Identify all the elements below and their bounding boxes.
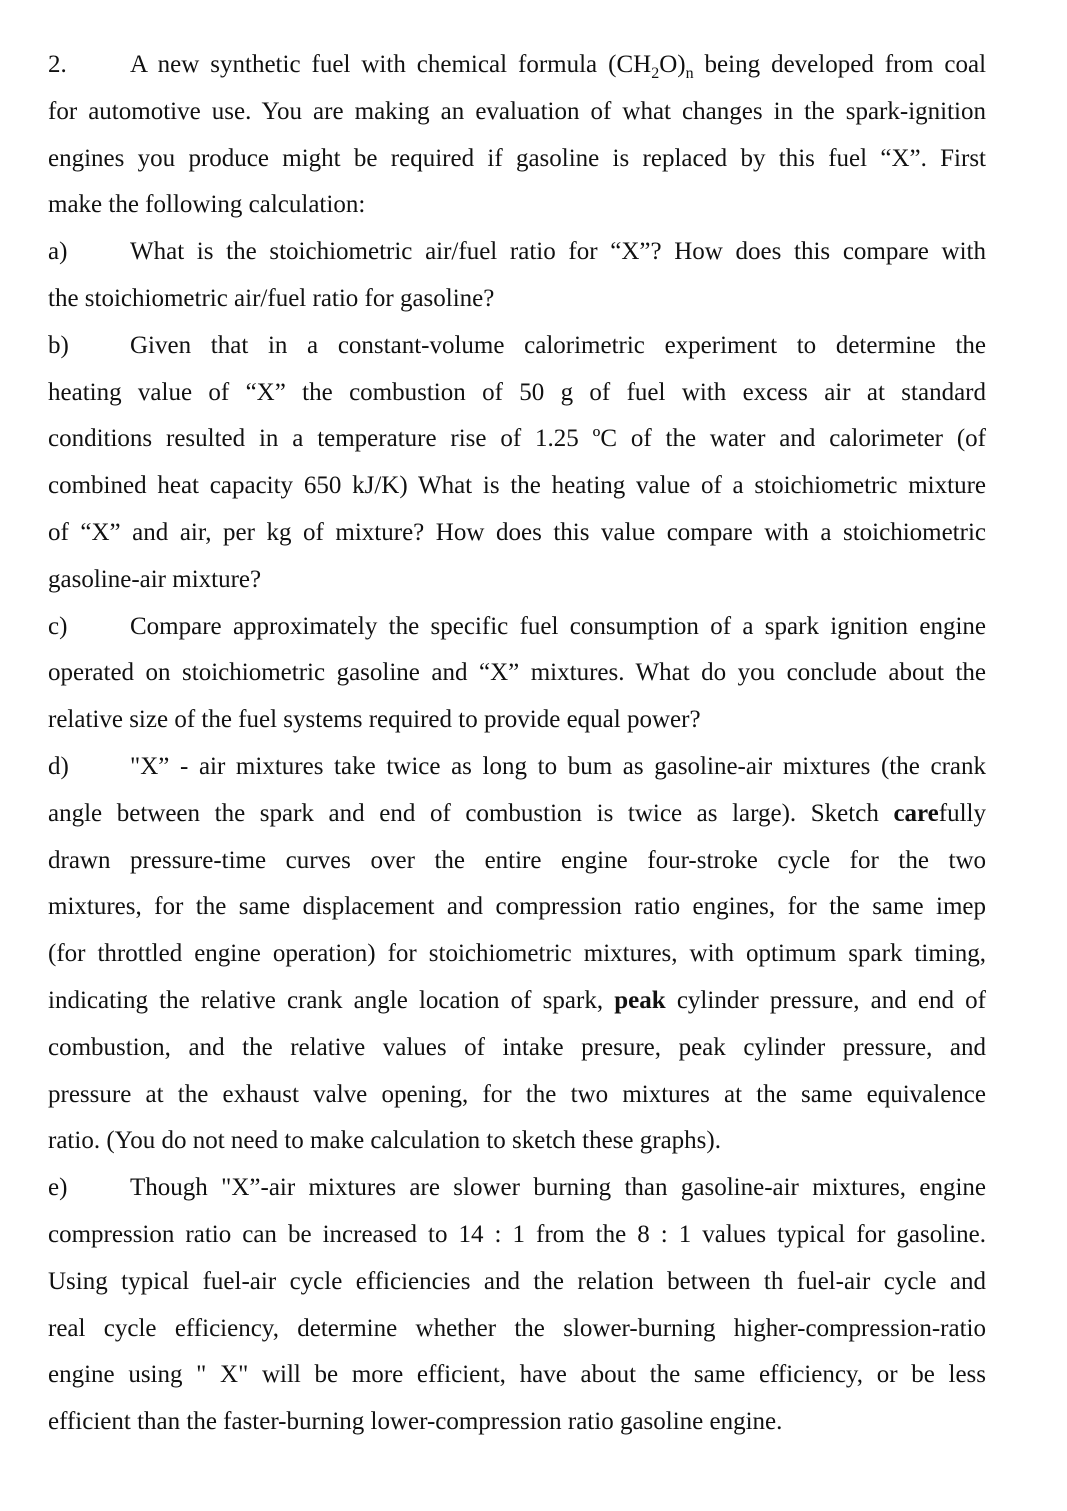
part-e-line [48, 1165, 986, 1212]
part-b-line: heating value of “X” the combustion of 50 g of fuel with excess air at standard [48, 378, 986, 406]
part-e-line: real cycle efficiency, determine whether the slower-burning higher-compression-ratio [48, 1314, 986, 1342]
question-text-line: engines you produce might be required if gasoline is replaced by this fuel “X”. First [48, 144, 986, 172]
part-d-line: drawn pressure-time curves over the entire engine four-stroke cycle for the two [48, 846, 986, 874]
part-d-line: pressure at the exhaust valve opening, for the two mixtures at the same equivalence [48, 1080, 986, 1108]
part-a-text: What is the stoichiometric air/fuel ratio for “X”? How does this compare with [130, 238, 986, 266]
part-c-line [48, 604, 986, 651]
part-c-line: relative size of the fuel systems required to provide equal power? [48, 706, 701, 734]
part-e-line: engine using " X" will be more efficient, have about the same efficiency, or be less [48, 1361, 986, 1389]
part-d-text: "X” - air mixtures take twice as long to bum as gasoline-air mixtures (the crank [130, 752, 986, 780]
part-d-line [48, 744, 986, 791]
part-b-line [48, 323, 986, 370]
part-d-line: (for throttled engine operation) for stoichiometric mixtures, with optimum spark timing, [48, 940, 986, 968]
question-text-line: make the following calculation: [48, 191, 366, 219]
part-d-line: ratio. (You do not need to make calculation to sketch these graphs). [48, 1127, 721, 1155]
part-b-line: conditions resulted in a temperature rise of 1.25 ºC of the water and calorimeter (of [48, 425, 986, 453]
part-c-text: Compare approximately the specific fuel consumption of a spark ignition engine [130, 612, 986, 640]
emphasis-peak: peak [614, 986, 666, 1014]
part-e-line: compression ratio can be increased to 14 : 1 from the 8 : 1 values typical for gasoline. [48, 1220, 986, 1248]
part-e-label: e) [48, 1174, 68, 1202]
part-b-label: b) [48, 331, 69, 359]
part-b-line: gasoline-air mixture? [48, 565, 262, 593]
part-d-line: combustion, and the relative values of intake presure, peak cylinder pressure, and [48, 1033, 986, 1061]
part-d-label: d) [48, 752, 69, 780]
part-e-text: Though "X”-air mixtures are slower burning than gasoline-air mixtures, engine [130, 1174, 986, 1202]
document-page [48, 42, 986, 1446]
part-a-label: a) [48, 238, 68, 266]
part-d-line: mixtures, for the same displacement and compression ratio engines, for the same imep [48, 893, 986, 921]
question-text: A new synthetic fuel with chemical formula $(CH_2O)_n$ being developed from coal [130, 51, 987, 82]
part-b-line: combined heat capacity 650 kJ/K) What is the heating value of a stoichiometric mixture [48, 472, 986, 500]
question-number: 2. [48, 51, 67, 78]
part-b-text: Given that in a constant-volume calorimetric experiment to determine the [130, 331, 986, 359]
part-a-line: the stoichiometric air/fuel ratio for gasoline? [48, 284, 495, 312]
part-a-line [48, 229, 986, 276]
part-c-label: c) [48, 612, 68, 640]
part-e-line: efficient than the faster-burning lower-compression ratio gasoline engine. [48, 1408, 783, 1436]
part-d-line: angle between the spark and end of combustion is twice as large). Sketch carefully [48, 799, 986, 827]
emphasis-care: care [893, 799, 939, 827]
question-header-line [48, 42, 986, 89]
part-e-line: Using typical fuel-air cycle efficiencies and the relation between th fuel-air cycle and [48, 1267, 986, 1295]
part-c-line: operated on stoichiometric gasoline and “X” mixtures. What do you conclude about the [48, 659, 986, 687]
part-d-line: indicating the relative crank angle location of spark, peak cylinder pressure, and end of [48, 986, 986, 1014]
question-text-line: for automotive use. You are making an evaluation of what changes in the spark-ignition [48, 97, 986, 125]
part-b-line: of “X” and air, per kg of mixture? How does this value compare with a stoichiometric [48, 518, 986, 546]
